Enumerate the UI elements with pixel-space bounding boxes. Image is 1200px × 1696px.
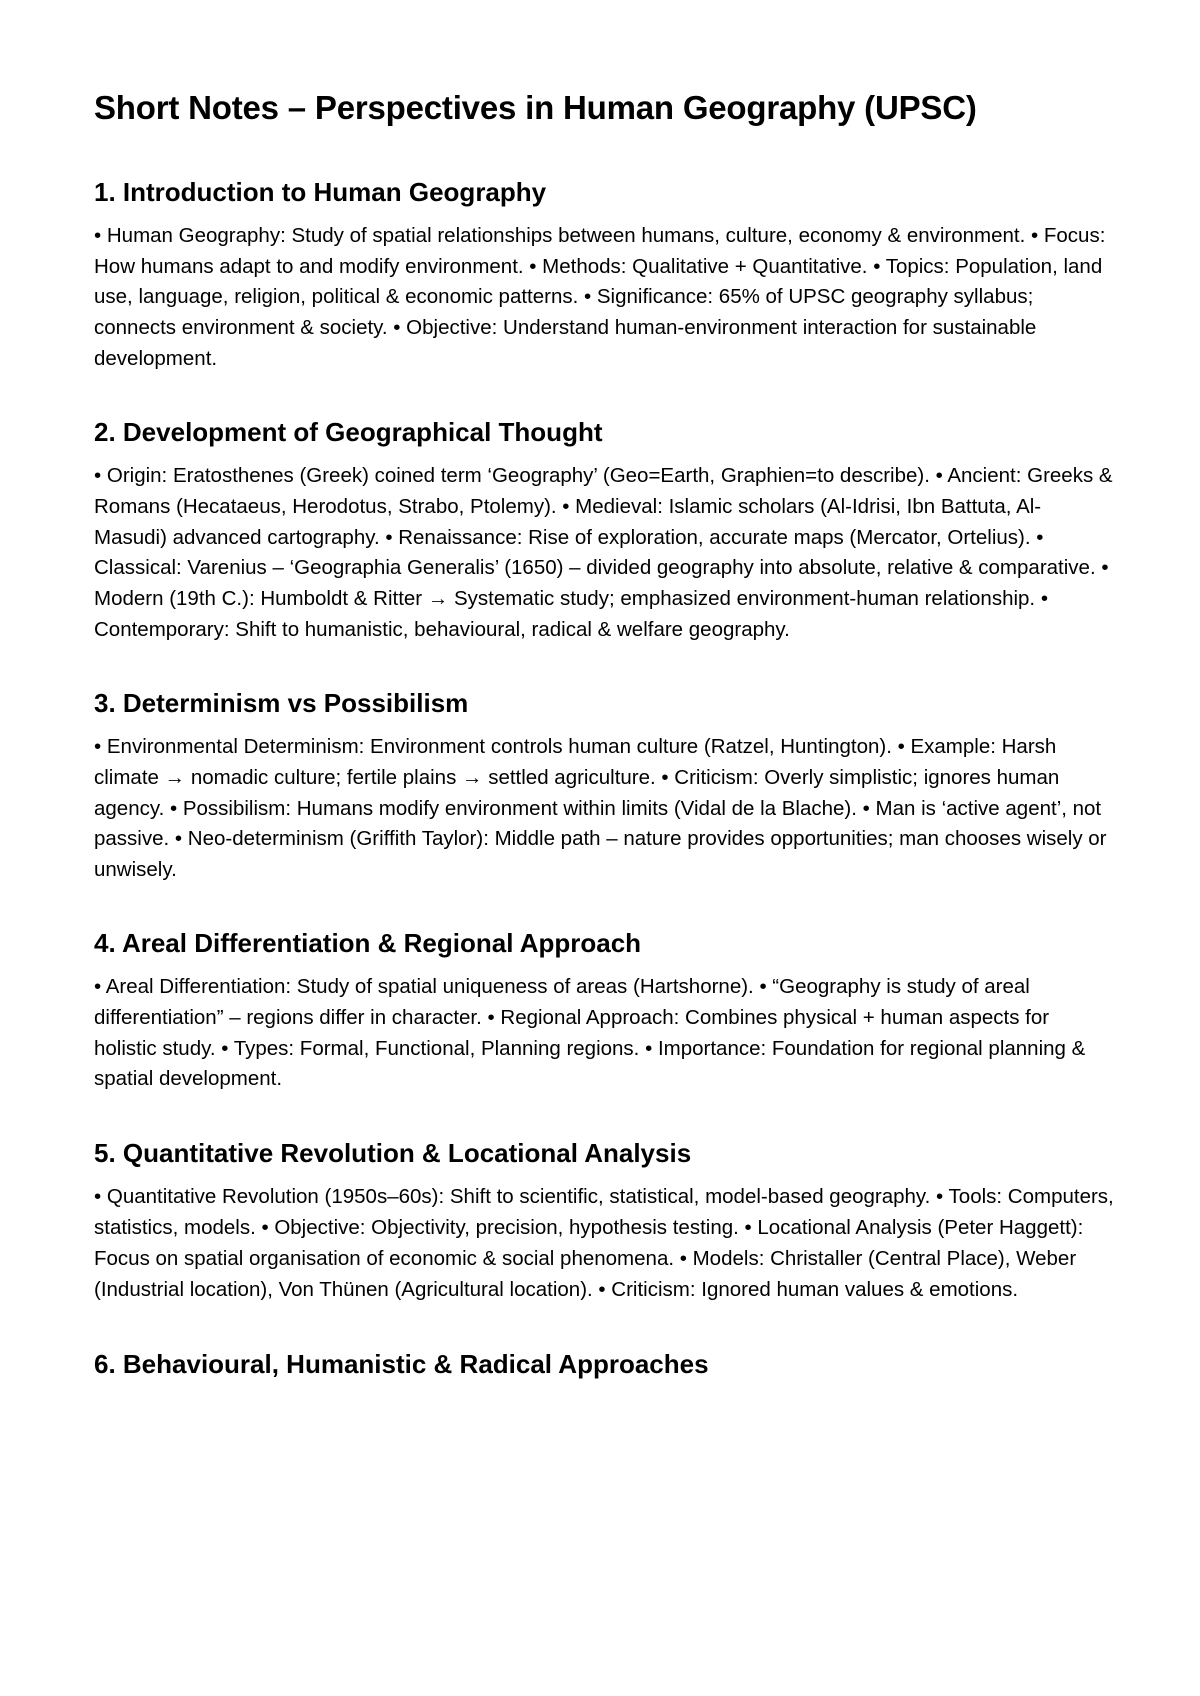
section-quantitative-revolution: [94, 1138, 1114, 1305]
section-geographical-thought: [94, 417, 1114, 646]
section-heading: 4. Areal Differentiation & Regional Approach: [94, 927, 642, 958]
section-heading: 3. Determinism vs Possibilism: [94, 687, 469, 718]
section-heading: 2. Development of Geographical Thought: [94, 416, 603, 447]
section-body: • Quantitative Revolution (1950s–60s): Shift to scientific, statistical, model-based geography. • Tools: Computers, statistics, models. • Objective: Objectivity, precision, hypothesis testing. • Locational Analysis (Peter Haggett): Focus on spatial organisation of economic & social phenomena. • Models: Christaller (Central Place), Weber (Industrial location), Von Thünen (Agricultural location). • Criticism: Ignored human values & emotions.: [94, 1185, 1114, 1301]
page-title: Short Notes – Perspectives in Human Geography (UPSC): [94, 89, 977, 126]
section-body: • Origin: Eratosthenes (Greek) coined term ‘Geography’ (Geo=Earth, Graphien=to describe). • Ancient: Greeks & Romans (Hecataeus, Herodotus, Strabo, Ptolemy). • Medieval: Islamic scholars (Al-Idrisi, Ibn Battuta, Al-Masudi) advanced cartography. • Renaissance: Rise of exploration, accurate maps (Mercator, Ortelius). • Classical: Varenius – ‘Geographia Generalis’ (1650) – divided geography into absolute, relative & comparative. • Modern (19th C.): Humboldt & Ritter → Systematic study; emphasized environment-human relationship. • Contemporary: Shift to humanistic, behavioural, radical & welfare geography.: [94, 463, 1113, 641]
document-page: [94, 88, 1114, 1380]
section-body: • Areal Differentiation: Study of spatial uniqueness of areas (Hartshorne). • “Geography is study of areal differentiation” – regions differ in character. • Regional Approach: Combines physical + human aspects for holistic study. • Types: Formal, Functional, Planning regions. • Importance: Foundation for regional planning & spatial development.: [94, 975, 1086, 1091]
section-determinism-possibilism: [94, 688, 1114, 886]
section-introduction: [94, 177, 1114, 375]
section-behavioural-approaches: [94, 1349, 1114, 1380]
section-body: • Human Geography: Study of spatial relationships between humans, culture, economy & environment. • Focus: How humans adapt to and modify environment. • Methods: Qualitative + Quantitative. • Topics: Population, land use, language, religion, political & economic patterns. • Significance: 65% of UPSC geography syllabus; connects environment & society. • Objective: Understand human-environment interaction for sustainable development.: [94, 223, 1106, 370]
section-areal-differentiation: [94, 928, 1114, 1095]
section-heading: 1. Introduction to Human Geography: [94, 176, 547, 207]
section-heading: 5. Quantitative Revolution & Locational Analysis: [94, 1138, 692, 1169]
section-body: • Environmental Determinism: Environment controls human culture (Ratzel, Huntington). • Example: Harsh climate → nomadic culture; fertile plains → settled agriculture. • Criticism: Overly simplistic; ignores human agency. • Possibilism: Humans modify environment within limits (Vidal de la Blache). • Man is ‘active agent’, not passive. • Neo-determinism (Griffith Taylor): Middle path – nature provides opportunities; man chooses wisely or unwisely.: [94, 734, 1107, 882]
section-heading: 6. Behavioural, Humanistic & Radical Approaches: [94, 1348, 709, 1379]
